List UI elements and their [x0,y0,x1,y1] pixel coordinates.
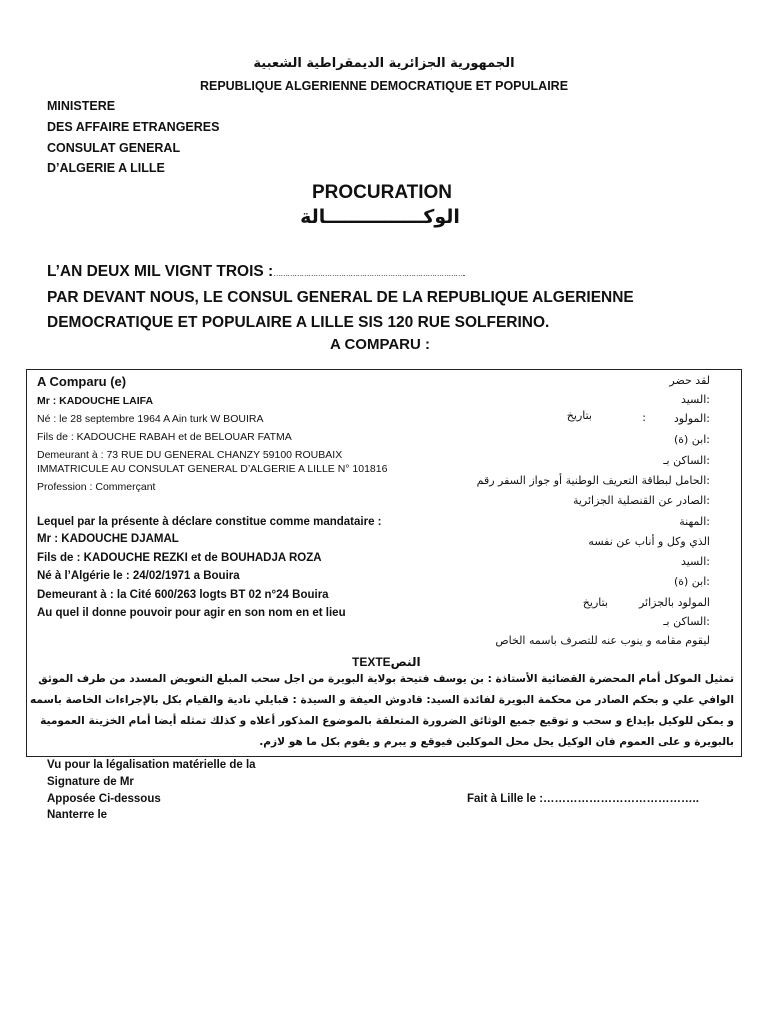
ar-id-holder: :الحامل لبطاقة التعريف الوطنية أو جواز السفر رقم [476,474,710,487]
ar-resident-2: :الساكن بـ [663,615,710,628]
ar-act-on-behalf: ليقوم مقامه و ينوب عنه للتصرف باسمه الخاص [495,634,710,647]
legalisation-line-2: Signature de Mr [47,776,134,788]
box-top-border [26,369,742,370]
legalisation-line-4: Nanterre le [47,809,108,821]
mandataire-address: Demeurant à : la Cité 600/263 logts BT 02 n°24 Bouira [37,589,329,601]
box-left-border [26,369,27,757]
ar-mr-2: :السيد [680,555,710,568]
pouvoir-statement: Au quel il donne pouvoir pour agir en son nom en et lieu [37,607,346,619]
ar-born-date: بتاريخ [566,409,592,422]
texte-line-2: الوافي علي و بحكم الصادر من محكمة البويرة لفائدة السيد: قادوش العيفة و السيدة : قبايلي نادية والقيام بكل بالإجراءات الخاصة باسمه [30,694,734,706]
ministry-line-1: MINISTERE [47,99,116,113]
comparant-profession: Profession : Commerçant [37,481,156,493]
legalisation-line-1: Vu pour la légalisation matérielle de la [47,759,256,771]
mandataire-name: Mr : KADOUCHE DJAMAL [37,533,179,545]
ar-profession: :المهنة [679,515,710,528]
intro-line-1: PAR DEVANT NOUS, LE CONSUL GENERAL DE LA REPUBLIQUE ALGERIENNE [47,289,634,306]
legalisation-line-3: Apposée Ci-dessous [47,793,161,805]
mandate-statement: Lequel par la présente à déclare constitue comme mandataire : [37,516,382,528]
texte-label [352,655,421,669]
ar-mr-1: :السيد [680,393,710,406]
ar-born-colon: : [642,411,646,424]
texte-line-4: بالبويرة و على العموم فان الوكيل يحل محل الموكلين فيوقع و يبرم و يقوم بكل ما هو لازم. [259,736,734,748]
year-line [47,263,465,281]
ar-present: لقد حضر [669,374,710,387]
comparant-name: Mr : KADOUCHE LAIFA [37,395,154,407]
ar-born: :المولود [673,412,710,425]
comparant-birth: Né : le 28 septembre 1964 A Ain turk W BOUIRA [37,413,264,425]
ar-born-algeria: المولود بالجزائر [638,596,710,609]
ar-resident-1: :الساكن بـ [663,454,710,467]
comparant-address: Demeurant à : 73 RUE DU GENERAL CHANZY 59100 ROUBAIX [37,449,343,461]
ar-born-algeria-date: بتاريخ [582,596,608,609]
texte-line-1: تمثيل الموكل أمام المحضرة القضائية الأستاذة : بن يوسف فتيحة بولاية البويرة من اجل سحب المبلغ التعويض المسدد من طرف الموثق [38,673,734,685]
ar-son-of-1: :ابن (ة) [673,433,710,446]
republic-title: REPUBLIQUE ALGERIENNE DEMOCRATIQUE ET POPULAIRE [199,79,569,93]
a-comparu-heading: A COMPARU : [330,336,430,353]
comparant-parents: Fils de : KADOUCHE RABAH et de BELOUAR FATMA [37,431,292,443]
ministry-line-2: DES AFFAIRE ETRANGERES [47,120,220,134]
box-right-border [741,369,742,757]
year-label: L’AN DEUX MIL VIGNT TROIS : [47,263,274,280]
comparant-heading: A Comparu (e) [37,374,127,389]
mandataire-parents: Fils de : KADOUCHE REZKI et de BOUHADJA ROZA [37,552,322,564]
arabic-republic-title: الجمهورية الجزائرية الديمقراطية الشعبية [253,56,515,71]
document-title: PROCURATION [312,182,453,203]
mandataire-birth: Né à l’Algérie le : 24/02/1971 a Bouira [37,570,240,582]
comparant-immatricule: IMMATRICULE AU CONSULAT GENERAL D’ALGERIE A LILLE N° 101816 [37,463,388,475]
ministry-line-3: CONSULAT GENERAL [47,141,181,155]
fait-a-lille: Fait à Lille le :………………………………….. [467,793,699,805]
ar-son-of-2: :ابن (ة) [673,575,710,588]
ministry-line-4: D’ALGERIE A LILLE [47,161,165,175]
texte-line-3: و يمكن للوكيل بإيداع و سحب و توقيع جميع الوثائق الضرورة المتعلقة بالموضوع المذكور أعلاه و كذلك تمثله أيضا أمام الخزينة العمومية [40,715,734,727]
box-bottom-border [26,756,742,757]
intro-line-2: DEMOCRATIQUE ET POPULAIRE A LILLE SIS 120 RUE SOLFERINO. [47,314,550,331]
document-title-arabic: الوكـــــــــــــــالة [300,206,460,228]
year-dots: ……………………………………………………………………….. [273,269,465,278]
ar-issued-by: :الصادر عن القنصلية الجزائرية [572,494,710,507]
texte-label-fr: TEXTE [352,655,391,669]
ar-appointed: الذي وكل و أناب عن نفسه [588,535,710,548]
texte-label-ar: النص [390,655,421,669]
